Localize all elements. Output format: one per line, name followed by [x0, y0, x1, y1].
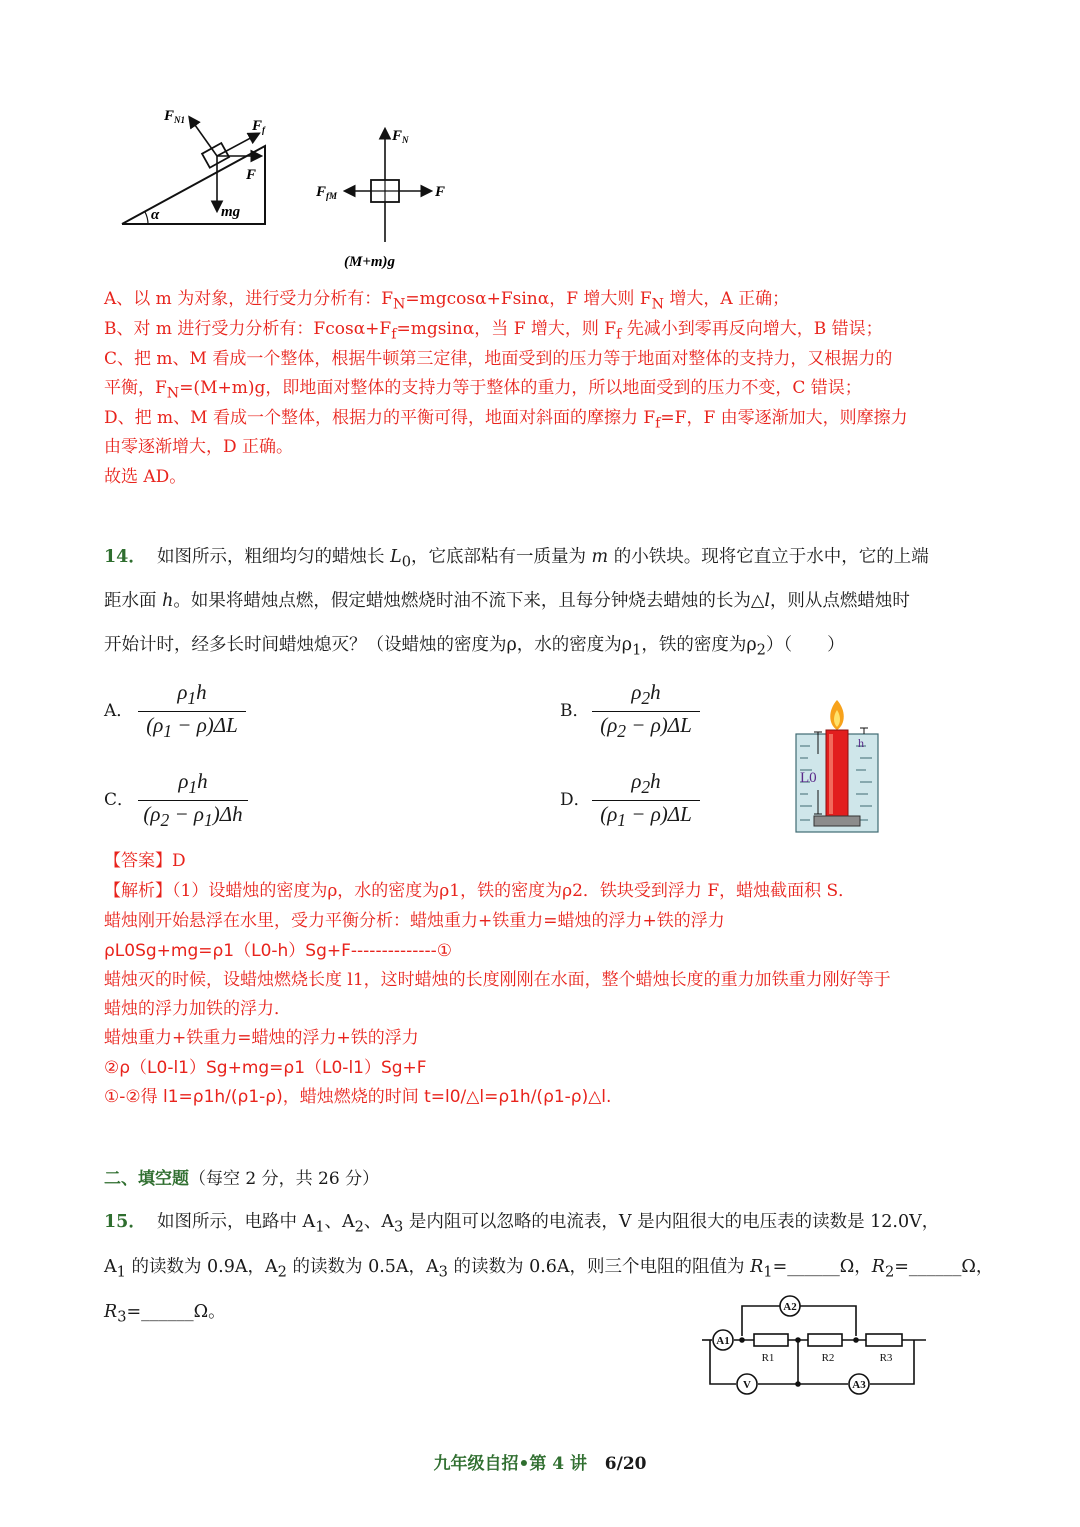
- weight-label: (M+m)g: [344, 254, 396, 270]
- q14-explanation-line: 蜡烛重力+铁重力=蜡烛的浮力+铁的浮力: [104, 1028, 419, 1048]
- fn1-label: $F_{N1}$: [164, 108, 186, 125]
- option-c-label[interactable]: C．: [104, 790, 135, 810]
- option-b-fraction[interactable]: $\frac{\rho_2h}{(\rho_2 - \rho)\Delta L}$: [592, 680, 700, 742]
- page-number: 6/20: [604, 1454, 647, 1474]
- q14-explanation-line: ①-②得 l1=ρ1h/(ρ1-ρ)，蜡烛燃烧的时间 t=l0/△l=ρ1h/(ρ1-ρ)△l.: [104, 1087, 612, 1107]
- option-d-label[interactable]: D．: [560, 790, 591, 810]
- q14-line-2: 距水面 h。如果将蜡烛点燃，假定蜡烛燃烧时油不流下来，且每分钟烧去蜡烛的长为△l，则从点燃蜡烛时: [104, 591, 910, 611]
- q14-explanation-line: ρL0Sg+mg=ρ1（L0-h）Sg+F--------------①: [104, 941, 453, 961]
- option-b-label[interactable]: B．: [560, 701, 590, 721]
- q14-explanation-line: 蜡烛刚开始悬浮在水里，受力平衡分析：蜡烛重力+铁重力=蜡烛的浮力+铁的浮力: [104, 911, 725, 931]
- alpha-label: α: [151, 207, 160, 223]
- voltmeter-label: V: [743, 1379, 751, 1391]
- page-footer: [0, 1449, 1080, 1474]
- q14-explanation-line: 【解析】（1）设蜡烛的密度为ρ，水的密度为ρ1，铁的密度为ρ2．铁块受到浮力 F，蜡烛截面积 S．: [104, 881, 856, 901]
- r3-label: R3: [879, 1352, 893, 1364]
- ffm-label: $F_{fM}$: [316, 184, 338, 201]
- ammeter-a3-label: A3: [852, 1379, 866, 1391]
- h-label: h: [858, 736, 864, 750]
- section-2-title: 二、填空题: [104, 1169, 189, 1189]
- q13-line: 由零逐渐增大，D 正确。: [104, 437, 294, 457]
- candle-in-water-figure: [794, 694, 880, 836]
- option-a-label[interactable]: A．: [104, 701, 134, 721]
- q14-explanation-line: 蜡烛的浮力加铁的浮力．: [104, 999, 291, 1019]
- q13-line: 平衡，$F_N=(M+m)g$，即地面对整体的支持力等于整体的重力，所以地面受到的压力不变，C 错误；: [104, 378, 862, 402]
- q13-line: B、对 m 进行受力分析有：$Fcos\alpha+F_f=mgsin\alpha$，当 F 增大，则 $F_f$ 先减小到零再反向增大，B 错误；: [104, 319, 883, 343]
- ammeter-a2-label: A2: [783, 1301, 797, 1313]
- q14-explanation-line: ②ρ（L0-l1）Sg+mg=ρ1（L0-l1）Sg+F: [104, 1058, 427, 1078]
- system-force-diagram: [312, 120, 462, 276]
- option-a-fraction[interactable]: $\frac{\rho_1h}{(\rho_1 - \rho)\Delta L}$: [138, 680, 246, 742]
- q13-line: D、把 m、M 看成一个整体，根据力的平衡可得，地面对斜面的摩擦力 $F_f=F$，F 由零逐渐加大，则摩擦力: [104, 408, 908, 432]
- mg-label: mg: [221, 204, 241, 220]
- option-c-fraction[interactable]: $\frac{\rho_1h}{(\rho_2 - \rho_1)\Delta h}$: [138, 769, 248, 831]
- incline-force-diagram: [110, 100, 280, 235]
- q15-line-1: 15． 如图所示，电路中 $A_1$、$A_2$、$A_3$ 是内阻可以忽略的电流表，V 是内阻很大的电压表的读数是 12.0V，: [104, 1212, 940, 1236]
- q14-number: 14．: [104, 547, 146, 567]
- f-right-label: F: [435, 184, 446, 200]
- ff-label: $F_f$: [252, 118, 266, 135]
- q14-explanation-line: 蜡烛灭的时候，设蜡烛燃烧长度 l1，这时蜡烛的长度刚刚在水面，整个蜡烛长度的重力加铁重力刚好等于: [104, 970, 891, 990]
- q14-line-3: 开始计时，经多长时间蜡烛熄灭？（设蜡烛的密度为ρ，水的密度为$\rho_1$，铁的密度为$\rho_2$）（ ）: [104, 635, 845, 659]
- footer-title: 九年级自招•第 4 讲: [433, 1454, 588, 1474]
- q14-line-1: 14． 如图所示，粗细均匀的蜡烛长 $L_0$，它底部粘有一质量为 m 的小铁块。现将它直立于水中，它的上端: [104, 547, 929, 571]
- q15-line-3: $R_3=\_\_\_\_\_\_\Omega$。: [104, 1302, 226, 1326]
- section-2-heading: [104, 1164, 379, 1189]
- circuit-diagram: [700, 1294, 932, 1398]
- q13-line: A、以 m 为对象，进行受力分析有：$F_N=mgcos\alpha+Fsin\alpha$，F 增大则 $F_N$ 增大，A 正确；: [104, 289, 790, 313]
- f-label: F: [246, 167, 257, 183]
- section-2-note: （每空 2 分，共 26 分）: [189, 1169, 380, 1189]
- q15-number: 15．: [104, 1212, 146, 1232]
- r2-label: R2: [821, 1352, 835, 1364]
- q13-line: C、把 m、M 看成一个整体，根据牛顿第三定律，地面受到的压力等于地面对整体的支持力，又根据力的: [104, 349, 893, 369]
- l0-label: L0: [800, 770, 817, 786]
- option-d-fraction[interactable]: $\frac{\rho_2h}{(\rho_1 - \rho)\Delta L}$: [592, 769, 700, 831]
- q14-answer: 【答案】D: [104, 851, 186, 871]
- q15-line-2: $A_1$ 的读数为 0.9A，$A_2$ 的读数为 0.5A，$A_3$ 的读数为 0.6A，则三个电阻的阻值为 $R_1=\_\_\_\_\_\_\Omega$，$R_2=\_\_\_\_\_\_\Omega$，: [104, 1257, 994, 1281]
- r1-label: R1: [761, 1352, 775, 1364]
- fn-label: $F_N$: [392, 128, 409, 145]
- q13-line: 故选 AD。: [104, 467, 187, 487]
- ammeter-a1-label: A1: [716, 1335, 730, 1347]
